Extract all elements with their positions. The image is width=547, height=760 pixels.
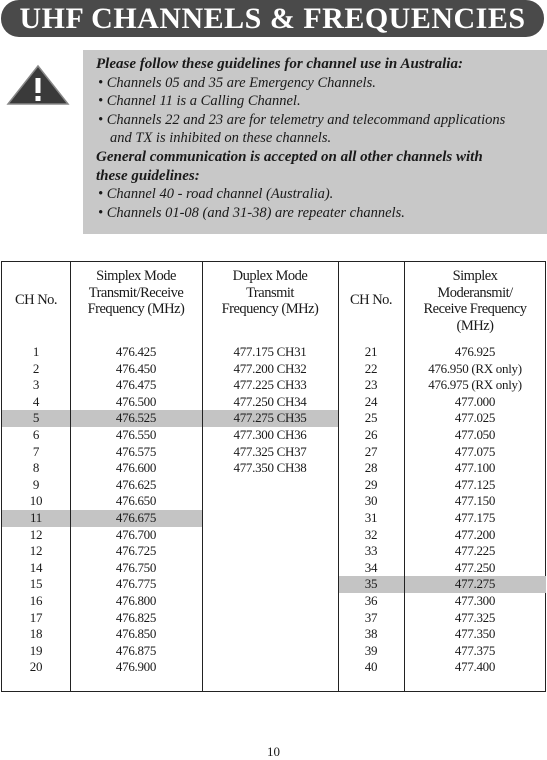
cell: 477.325: [454, 609, 496, 625]
general-heading: General communication is accepted on all other channels with: [96, 148, 483, 165]
cell: 29: [364, 476, 378, 492]
cell: 15: [29, 576, 43, 592]
cell: 40: [364, 659, 378, 675]
cell: 477.250 CH34: [233, 393, 307, 409]
cell: 476.875: [115, 642, 157, 658]
guideline-line: • Channel 40 - road channel (Australia).: [98, 186, 334, 203]
cell: 476.825: [115, 609, 157, 625]
cell: 476.475: [115, 377, 157, 393]
cell: 38: [364, 626, 378, 642]
cell: 477.275: [454, 576, 496, 592]
cell: 477.050: [454, 426, 496, 442]
cell: 12: [29, 543, 43, 559]
cell: 476.950 (RX only): [428, 360, 522, 376]
cell: 32: [364, 526, 378, 542]
rule-line: and TX is inhibited on these channels.: [110, 130, 332, 147]
cell: 476.625: [115, 476, 157, 492]
cell: 477.325 CH37: [233, 443, 307, 459]
cell: 20: [29, 659, 43, 675]
cell: 2: [32, 360, 40, 376]
cell: 16: [29, 592, 43, 608]
cell: 476.675: [115, 509, 157, 525]
warning-triangle-icon: [6, 64, 70, 106]
cell: 477.375: [454, 642, 496, 658]
ch-column-left: [2, 344, 70, 676]
cell: 33: [364, 543, 378, 559]
cell: 25: [364, 410, 378, 426]
page-title: UHF CHANNELS & FREQUENCIES: [19, 1, 526, 35]
cell: 1: [32, 344, 40, 359]
cell: 12: [29, 526, 43, 542]
simplex-freq-column-right: [404, 344, 546, 676]
cell: 35: [364, 576, 378, 592]
cell: 22: [364, 360, 378, 376]
cell: 477.025: [454, 410, 496, 426]
cell: 6: [32, 426, 40, 442]
cell: 477.250: [454, 559, 496, 575]
cell: 476.525: [115, 410, 157, 426]
cell: 477.350: [454, 626, 496, 642]
cell: 476.725: [115, 543, 157, 559]
cell: 477.175: [454, 509, 496, 525]
cell: 477.175 CH31: [233, 344, 307, 359]
header-simplex-2: Simplex Moderansmit/ Receive Frequency (MHz): [423, 268, 527, 334]
cell: 476.500: [115, 393, 157, 409]
cell: 477.150: [454, 493, 496, 509]
notice-heading: Please follow these guidelines for channel use in Australia:: [96, 56, 463, 72]
header-duplex: Duplex Mode Transmit Frequency (MHz): [221, 268, 319, 317]
cell: 8: [32, 460, 40, 476]
cell: 477.200 CH32: [233, 360, 307, 376]
cell: 17: [29, 609, 43, 625]
cell: 476.450: [115, 360, 157, 376]
cell: 477.125: [454, 476, 496, 492]
cell: 9: [32, 476, 40, 492]
cell: 476.975 (RX only): [428, 377, 522, 393]
ch-column-right: [338, 344, 404, 676]
cell: 477.275 CH35: [233, 410, 307, 426]
cell: 476.575: [115, 443, 157, 459]
cell: 5: [32, 410, 40, 426]
cell: 23: [364, 377, 378, 393]
rule-line: • Channels 22 and 23 are for telemetry and telecommand applications: [98, 111, 506, 128]
cell: 31: [364, 509, 378, 525]
cell: 477.200: [454, 526, 496, 542]
cell: 14: [29, 559, 43, 575]
cell: 476.775: [115, 576, 157, 592]
cell: 476.750: [115, 559, 157, 575]
cell: 19: [29, 642, 43, 658]
cell: 3: [32, 377, 40, 393]
cell: 476.700: [115, 526, 157, 542]
cell: 10: [29, 493, 43, 509]
cell: 477.075: [454, 443, 496, 459]
cell: 26: [364, 426, 378, 442]
cell: 27: [364, 443, 378, 459]
cell: 476.550: [115, 426, 157, 442]
rule-line: • Channel 11 is a Calling Channel.: [98, 93, 301, 110]
cell: 24: [364, 393, 378, 409]
cell: 11: [30, 509, 42, 525]
channel-table: [1, 261, 546, 692]
header-ch-no: CH No.: [14, 292, 58, 308]
cell: 477.300 CH36: [233, 426, 307, 442]
cell: 28: [364, 460, 378, 476]
duplex-freq-column: [202, 344, 338, 477]
cell: 476.850: [115, 626, 157, 642]
cell: 477.400: [454, 659, 496, 675]
page-number: 10: [267, 744, 280, 759]
cell: 476.925: [454, 344, 496, 359]
cell: 7: [32, 443, 40, 459]
cell: 21: [364, 344, 378, 359]
cell: 477.300: [454, 592, 496, 608]
cell: 477.225 CH33: [233, 377, 307, 393]
cell: 477.225: [454, 543, 496, 559]
header-simplex: Simplex Mode Transmit/Receive Frequency (MHz): [87, 268, 185, 317]
cell: 36: [364, 592, 378, 608]
cell: 476.650: [115, 493, 157, 509]
cell: 477.100: [454, 460, 496, 476]
cell: 476.900: [115, 659, 157, 675]
cell: 18: [29, 626, 43, 642]
cell: 476.600: [115, 460, 157, 476]
cell: 30: [364, 493, 378, 509]
guidelines-box: [83, 50, 547, 234]
cell: 477.000: [454, 393, 496, 409]
cell: 476.425: [115, 344, 157, 359]
guideline-line: • Channels 01-08 (and 31-38) are repeater channels.: [98, 204, 405, 221]
cell: 39: [364, 642, 378, 658]
cell: 476.800: [115, 592, 157, 608]
cell: 4: [32, 393, 40, 409]
cell: 477.350 CH38: [233, 460, 307, 476]
cell: 34: [364, 559, 378, 575]
cell: 37: [364, 609, 378, 625]
title-banner: [1, 0, 544, 37]
rule-line: • Channels 05 and 35 are Emergency Channels.: [98, 74, 376, 91]
header-ch-no: CH No.: [349, 292, 393, 308]
general-heading: these guidelines:: [96, 167, 200, 184]
simplex-freq-column: [70, 344, 202, 676]
